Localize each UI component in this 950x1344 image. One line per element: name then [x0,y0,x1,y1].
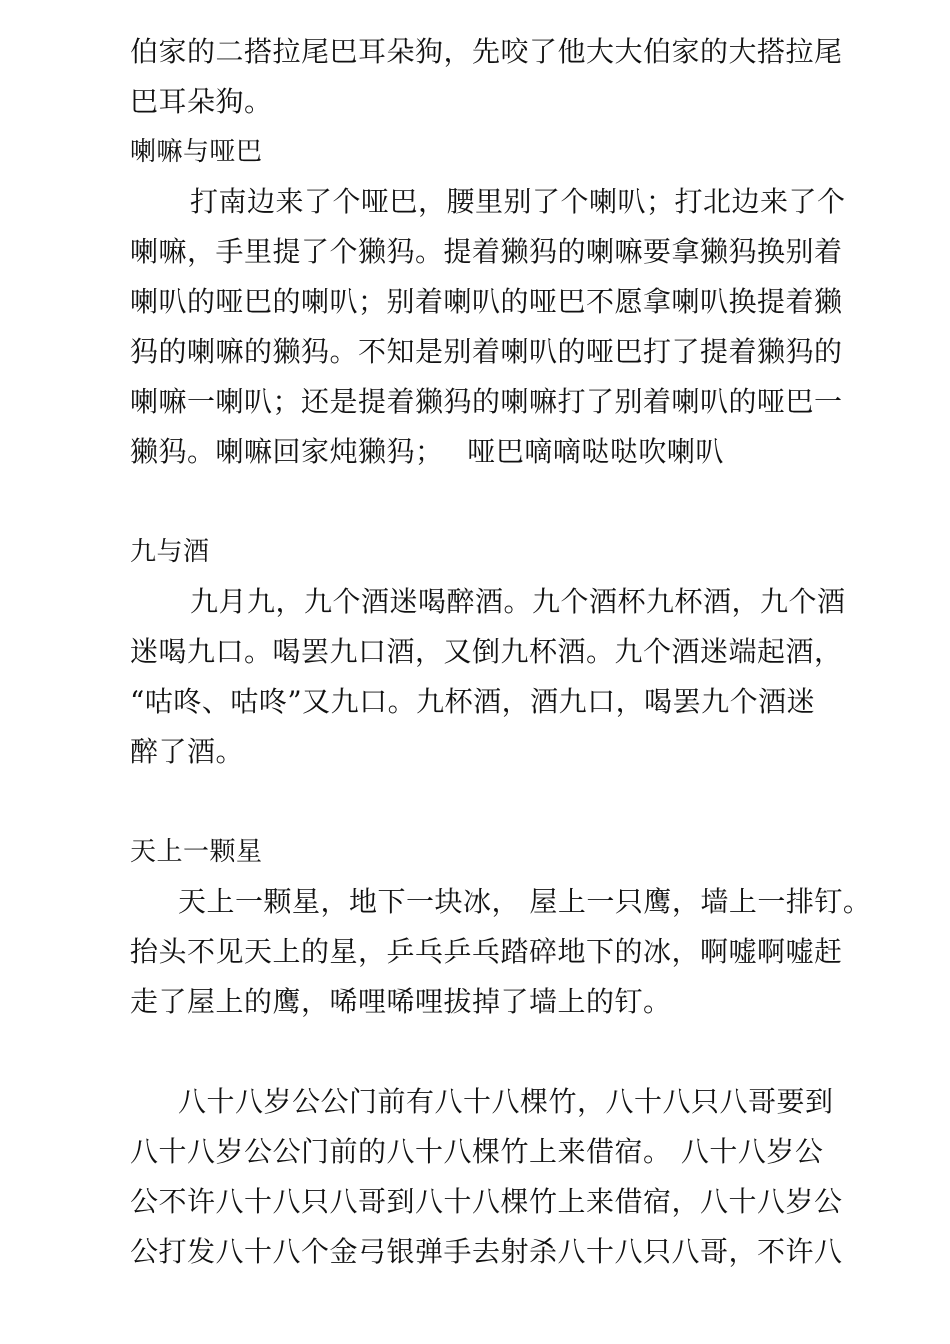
paragraph-line: 喇嘛一喇叭；还是提着獭犸的喇嘛打了别着喇叭的哑巴一 [130,385,843,418]
paragraph-line: 迷喝九口。喝罢九口酒，又倒九杯酒。九个酒迷端起酒， [130,635,843,668]
paragraph-line: 犸的喇嘛的獭犸。不知是别着喇叭的哑巴打了提着獭犸的 [130,335,843,368]
paragraph-line: 巴耳朵狗。 [130,85,273,118]
paragraph-line: 打南边来了个哑巴，腰里别了个喇叭；打北边来了个 [190,185,846,218]
section-title: 喇嘛与哑巴 [130,137,263,167]
paragraph-line: 八十八岁公公门前的八十八棵竹上来借宿。 八十八岁公 [130,1135,824,1168]
paragraph-line: 喇嘛，手里提了个獭犸。提着獭犸的喇嘛要拿獭犸换别着 [130,235,843,268]
paragraph-line: 獭犸。喇嘛回家炖獭犸； 哑巴嘀嘀哒哒吹喇叭 [130,435,724,468]
paragraph-line: 抬头不见天上的星，乒乓乒乓踏碎地下的冰，啊嘘啊嘘赶 [130,935,843,968]
section-title: 九与酒 [130,537,210,567]
paragraph-line: 公不许八十八只八哥到八十八棵竹上来借宿，八十八岁公 [130,1185,843,1218]
paragraph-line: 醉了酒。 [130,735,245,768]
paragraph-line: 喇叭的哑巴的喇叭；别着喇叭的哑巴不愿拿喇叭换提着獭 [130,285,843,318]
paragraph-line: 天上一颗星，地下一块冰， 屋上一只鹰，墙上一排钉。 [178,885,872,918]
paragraph-line: 八十八岁公公门前有八十八棵竹，八十八只八哥要到 [178,1085,834,1118]
paragraph-line: 伯家的二搭拉尾巴耳朵狗，先咬了他大大伯家的大搭拉尾 [130,35,843,68]
paragraph-line: “咕咚、咕咚”又九口。九杯酒，酒九口，喝罢九个酒迷 [130,685,816,718]
paragraph-line: 九月九，九个酒迷喝醉酒。九个酒杯九杯酒，九个酒 [190,585,846,618]
section-title: 天上一颗星 [130,837,263,867]
paragraph-line: 走了屋上的鹰，唏哩唏哩拔掉了墙上的钉。 [130,985,672,1018]
paragraph-line: 公打发八十八个金弓银弹手去射杀八十八只八哥，不许八 [130,1235,843,1268]
